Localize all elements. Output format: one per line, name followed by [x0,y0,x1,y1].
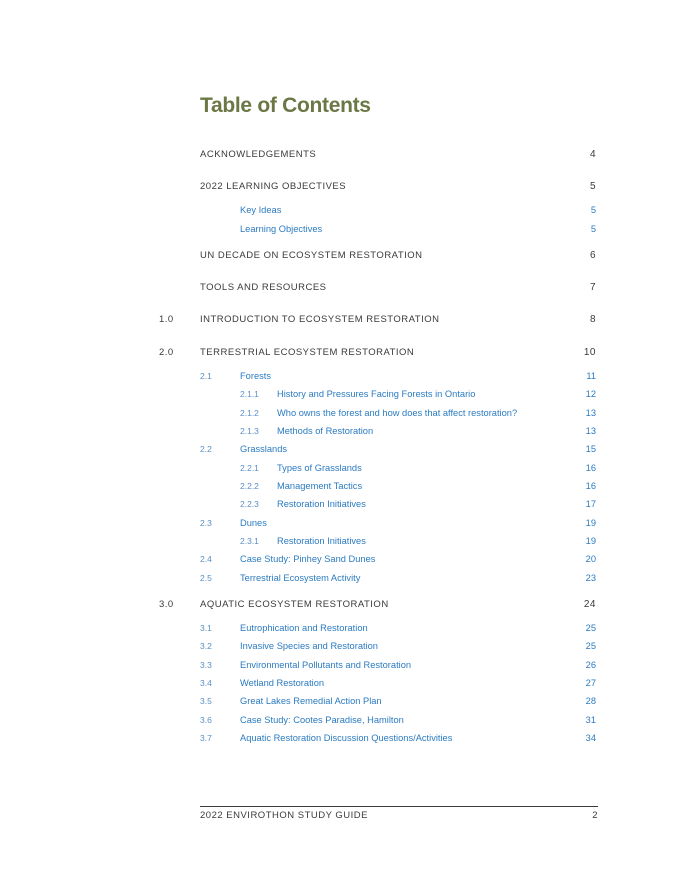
toc-entry-number: 2.0 [159,347,174,358]
toc-entry-page: 26 [585,660,596,670]
toc-entry-page: 25 [585,641,596,651]
toc-entry-number: 3.6 [200,715,212,725]
toc-entry-page: 24 [583,599,596,610]
toc-entry-number: 2.1.2 [240,408,259,418]
toc-entry-label: Forests [240,371,271,381]
toc-subentry[interactable] [0,369,680,383]
footer-page-number: 2 [592,810,598,821]
toc-entry-label: Methods of Restoration [277,426,374,436]
toc-entry-page: 7 [589,282,596,293]
toc-entry-label: Case Study: Cootes Paradise, Hamilton [240,715,404,725]
toc-entry-label: UN DECADE ON ECOSYSTEM RESTORATION [200,250,423,261]
toc-subentry[interactable] [0,658,680,672]
toc-entry-label: Restoration Initiatives [277,499,366,509]
toc-entry-page: 31 [585,715,596,725]
toc-entry-number: 2.2.1 [240,463,259,473]
toc-entry-number: 3.0 [159,599,174,610]
toc-entry-label: Terrestrial Ecosystem Activity [240,573,361,583]
page-title: Table of Contents [200,94,371,117]
toc-entry-number: 2.1.3 [240,426,259,436]
toc-entry-page: 25 [585,623,596,633]
toc-entry-label: INTRODUCTION TO ECOSYSTEM RESTORATION [200,314,440,325]
toc-subentry[interactable] [0,694,680,708]
toc-entry-label: Environmental Pollutants and Restoration [240,660,412,670]
toc-entry-number: 2.3.1 [240,536,259,546]
toc-entry-number: 3.2 [200,641,212,651]
toc-subentry[interactable] [0,222,680,236]
toc-entry-label: AQUATIC ECOSYSTEM RESTORATION [200,599,389,610]
toc-entry-number: 2.4 [200,554,212,564]
toc-entry-number: 2.1.1 [240,389,259,399]
toc-entry-label: Great Lakes Remedial Action Plan [240,696,382,706]
toc-subentry[interactable] [0,639,680,653]
toc-entry-number: 2.2.2 [240,481,259,491]
toc-entry-page: 15 [585,444,596,454]
toc-entry-label: Eutrophication and Restoration [240,623,368,633]
toc-entry-number: 3.4 [200,678,212,688]
toc-entry-page: 13 [585,426,596,436]
toc-entry-page: 19 [585,518,596,528]
toc-entry-label: Invasive Species and Restoration [240,641,378,651]
toc-entry-number: 3.5 [200,696,212,706]
toc-entry-label: Types of Grasslands [277,463,362,473]
toc-entry-number: 2.3 [200,518,212,528]
toc-entry-label: History and Pressures Facing Forests in Ontario [277,389,476,399]
toc-entry-page: 16 [585,463,596,473]
toc-entry-label: Dunes [240,518,267,528]
toc-subentry[interactable] [0,713,680,727]
toc-entry-page: 20 [585,554,596,564]
toc-entry-number: 2.2 [200,444,212,454]
toc-entry-label: Aquatic Restoration Discussion Questions/Activities [240,733,453,743]
toc-entry-page: 28 [585,696,596,706]
toc-entry-page: 12 [585,389,596,399]
toc-entry-number: 1.0 [159,314,174,325]
toc-entry-label: Who owns the forest and how does that affect restoration? [277,408,518,418]
toc-entry-number: 3.3 [200,660,212,670]
toc-entry-page: 11 [586,371,596,381]
toc-subsubentry[interactable] [0,534,680,548]
toc-entry-page: 23 [585,573,596,583]
toc-entry[interactable] [0,598,680,612]
toc-entry[interactable] [0,180,680,194]
toc-subentry[interactable] [0,621,680,635]
toc-entry-label: Management Tactics [277,481,363,491]
toc-subsubentry[interactable] [0,406,680,420]
toc-entry-page: 5 [590,205,596,215]
toc-entry-label: ACKNOWLEDGEMENTS [200,149,317,160]
toc-entry-page: 10 [583,347,596,358]
toc-subentry[interactable] [0,203,680,217]
toc-entry-page: 8 [589,314,596,325]
toc-entry-page: 27 [585,678,596,688]
toc-entry-page: 6 [589,250,596,261]
toc-subsubentry[interactable] [0,479,680,493]
toc-entry-number: 3.1 [200,623,212,633]
footer-label: 2022 ENVIROTHON STUDY GUIDE [200,810,369,821]
toc-entry-label: 2022 LEARNING OBJECTIVES [200,181,347,192]
toc-entry-page: 17 [585,499,596,509]
toc-entry-label: Key Ideas [240,205,282,215]
toc-entry-label: Wetland Restoration [240,678,325,688]
toc-subentry[interactable] [0,442,680,456]
toc-entry-number: 2.5 [200,573,212,583]
toc-entry-page: 4 [589,149,596,160]
toc-entry-label: TERRESTRIAL ECOSYSTEM RESTORATION [200,347,415,358]
toc-entry-label: TOOLS AND RESOURCES [200,282,327,293]
toc-entry-label: Restoration Initiatives [277,536,366,546]
toc-entry-page: 5 [589,181,596,192]
toc-subsubentry[interactable] [0,461,680,475]
toc-entry-number: 2.1 [200,371,212,381]
footer-divider [200,806,598,807]
toc-entry[interactable] [0,313,680,327]
toc-entry-label: Grasslands [240,444,288,454]
toc-entry-page: 5 [590,224,596,234]
toc-entry-page: 34 [585,733,596,743]
toc-subentry[interactable] [0,676,680,690]
toc-entry-page: 13 [585,408,596,418]
toc-entry-page: 19 [585,536,596,546]
toc-subentry[interactable] [0,552,680,566]
toc-entry[interactable] [0,249,680,263]
toc-subentry[interactable] [0,571,680,585]
toc-entry-label: Case Study: Pinhey Sand Dunes [240,554,376,564]
toc-subsubentry[interactable] [0,424,680,438]
toc-entry[interactable] [0,346,680,360]
toc-entry-number: 3.7 [200,733,212,743]
toc-entry[interactable] [0,281,680,295]
toc-entry-number: 2.2.3 [240,499,259,509]
toc-entry-label: Learning Objectives [240,224,323,234]
toc-entry[interactable] [0,148,680,162]
toc-subsubentry[interactable] [0,497,680,511]
toc-subentry[interactable] [0,731,680,745]
toc-subentry[interactable] [0,516,680,530]
toc-entry-page: 16 [585,481,596,491]
toc-subsubentry[interactable] [0,387,680,401]
